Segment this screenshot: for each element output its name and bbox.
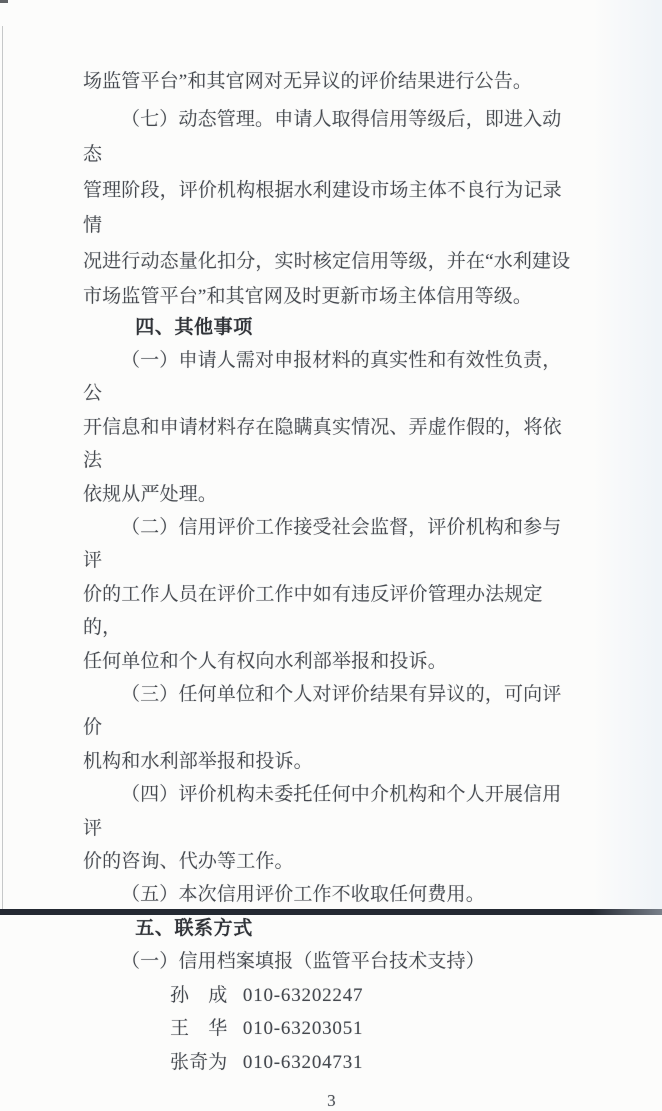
scan-bottom-edge xyxy=(0,909,662,915)
doc-line: （一）信用档案填报（监管平台技术支持） xyxy=(121,951,485,973)
doc-line: （一）申请人需对申报材料的真实性和有效性负责，公 xyxy=(83,349,562,405)
section-heading-contact-info: 五、联系方式 xyxy=(135,917,253,939)
doc-line: （二）信用评价工作接受社会监督，评价机构和参与评 xyxy=(83,516,562,572)
doc-line: 任何单位和个人有权向水利部举报和投诉。 xyxy=(83,650,447,672)
contact-row xyxy=(170,979,580,1013)
contact-row xyxy=(170,1046,580,1080)
doc-line: 市场监管平台”和其官网及时更新市场主体信用等级。 xyxy=(83,286,533,307)
doc-line: 价的咨询、代办等工作。 xyxy=(83,851,294,872)
doc-line: （四）评价机构未委托任何中介机构和个人开展信用评 xyxy=(83,784,562,839)
contact-row xyxy=(170,1012,580,1046)
contact-list xyxy=(83,979,580,1080)
doc-line: 机构和水利部举报和投诉。 xyxy=(83,750,313,772)
doc-line: 管理阶段，评价机构根据水利建设市场主体不良行为记录情 xyxy=(83,179,562,236)
contact-phone: 010-63204731 xyxy=(242,1051,364,1073)
doc-line: （七）动态管理。申请人取得信用等级后，即进入动态 xyxy=(83,108,562,165)
doc-line: 况进行动态量化扣分，实时核定信用等级，并在“水利建设 xyxy=(83,250,571,272)
contact-name: 张奇为 xyxy=(170,1051,228,1073)
doc-line: （三）任何单位和个人对评价结果有异议的，可向评价 xyxy=(83,683,562,739)
contact-phone: 010-63203051 xyxy=(242,1018,364,1040)
contact-name: 孙 成 xyxy=(170,984,228,1006)
section-heading-other-matters: 四、其他事项 xyxy=(135,316,253,338)
contact-name: 王 华 xyxy=(170,1018,228,1040)
paragraph-group-top xyxy=(83,64,580,315)
doc-line: 价的工作人员在评价工作中如有违反评价管理办法规定的， xyxy=(83,583,543,639)
doc-line: 依规从严处理。 xyxy=(83,483,218,505)
paragraph-group-main xyxy=(83,311,580,979)
page-number: 3 xyxy=(327,1091,336,1111)
doc-line: 开信息和申请材料存在隐瞒真实情况、弄虚作假的，将依法 xyxy=(83,416,562,472)
doc-line: （五）本次信用评价工作不收取任何费用。 xyxy=(121,884,485,906)
contact-phone: 010-63202247 xyxy=(242,984,364,1006)
doc-line: 场监管平台”和其官网对无异议的评价结果进行公告。 xyxy=(83,71,533,92)
